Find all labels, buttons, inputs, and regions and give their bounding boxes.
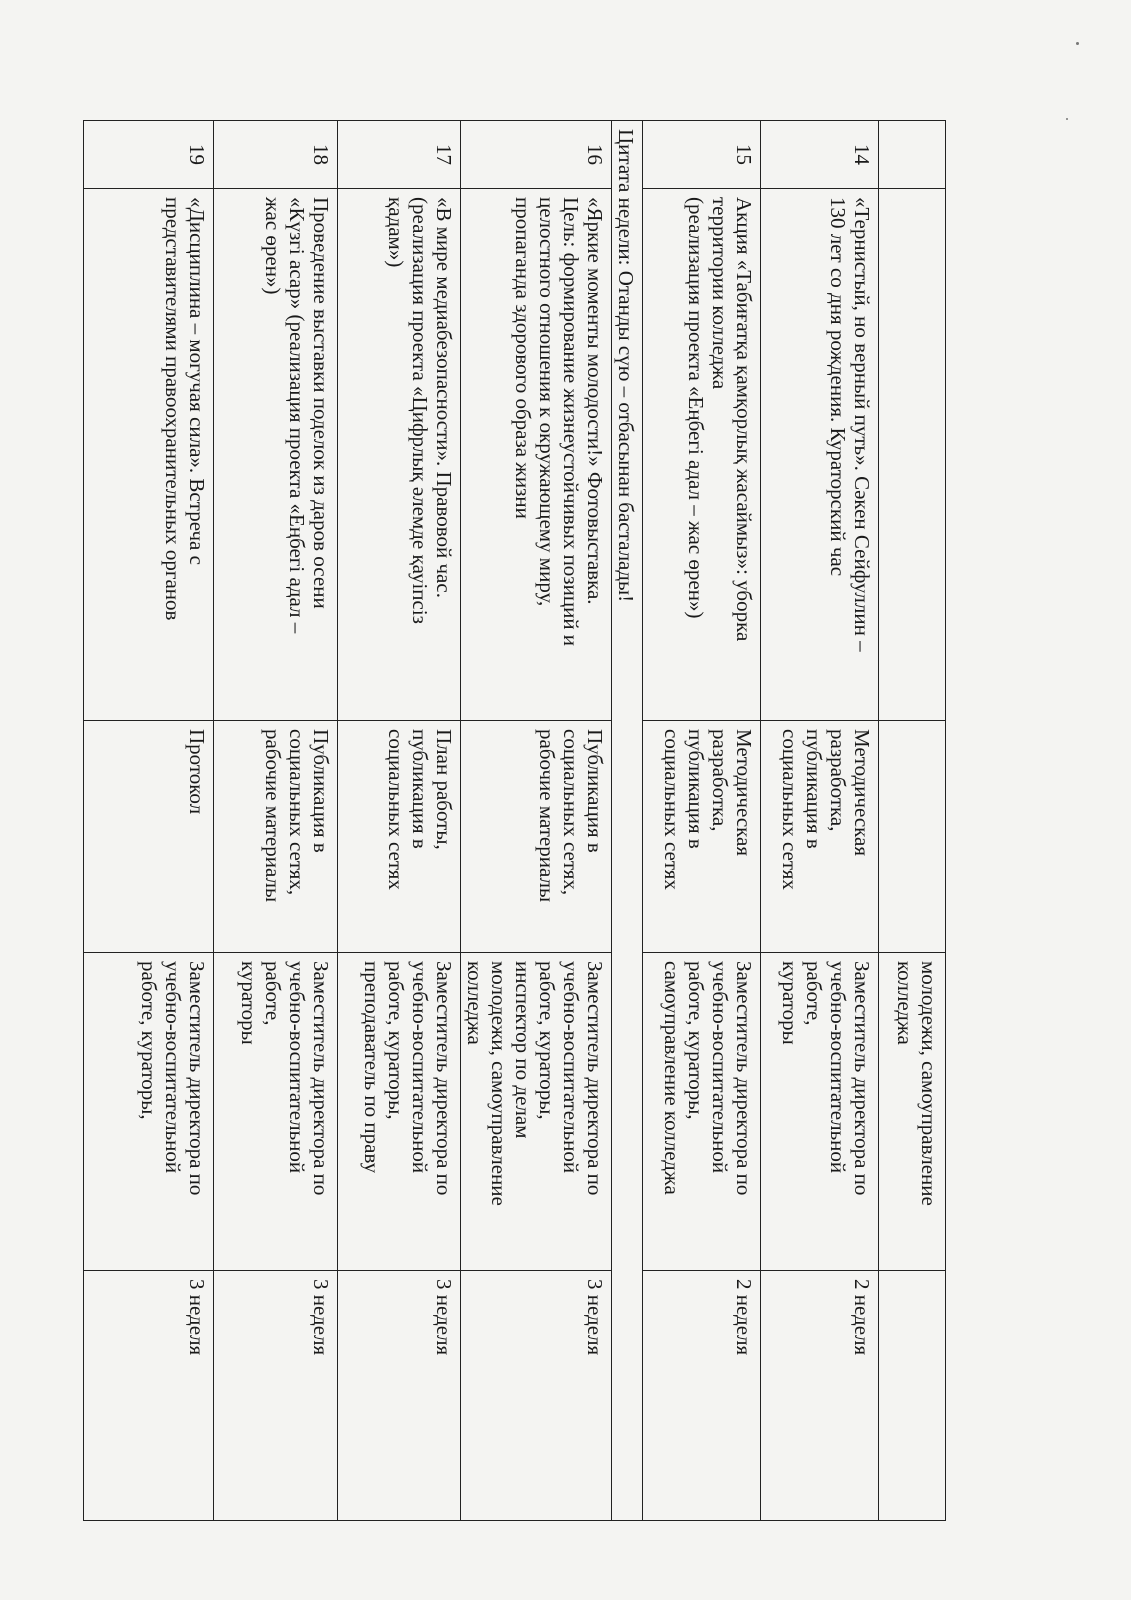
cell-date: 3 неделя: [338, 1271, 461, 1521]
scan-speck: [1076, 42, 1079, 45]
table-row-continuation: [879, 121, 946, 1521]
cell-form: [879, 721, 946, 953]
cell-responsible: Заместитель директора по учебно-воспитательной работе, кураторы, преподаватель по праву: [338, 953, 461, 1271]
cell-num: 19: [84, 121, 214, 189]
rotated-document-page: [90, 120, 946, 1520]
cell-num: 18: [214, 121, 338, 189]
cell-form: Методическая разработка, публикация в социальных сетях: [643, 721, 761, 953]
cell-responsible: Заместитель директора по учебно-воспитательной работе, кураторы,: [84, 953, 214, 1271]
cell-responsible: Заместитель директора по учебно-воспитательной работе, кураторы, самоуправление колледжа: [643, 953, 761, 1271]
cell-event: [879, 189, 946, 721]
cell-date: 3 неделя: [84, 1271, 214, 1521]
cell-form: План работы, публикация в социальных сетях: [338, 721, 461, 953]
table-row: [214, 121, 338, 1521]
cell-date: 3 неделя: [461, 1271, 612, 1521]
cell-event: «Дисциплина – могучая сила». Встреча с представителями правоохранительных органов: [84, 189, 214, 721]
cell-event: «Тернистый, но верный путь». Сәкен Сейфуллин – 130 лет со дня рождения. Кураторский час: [761, 189, 879, 721]
table-row: [643, 121, 761, 1521]
cell-num: 17: [338, 121, 461, 189]
cell-responsible: Заместитель директора по учебно-воспитательной работе, кураторы, инспектор по делам молодежи, самоуправление колледжа: [461, 953, 612, 1271]
cell-date: [879, 1271, 946, 1521]
cell-responsible: Заместитель директора по учебно-воспитательной работе, кураторы: [761, 953, 879, 1271]
cell-num: 16: [461, 121, 612, 189]
cell-event: Акция «Табиғатқа қамқорлық жасаймыз»: уборка территории колледжа (реализация проекта «Еңбегі адал – жас өрен»): [643, 189, 761, 721]
cell-num: 14: [761, 121, 879, 189]
cell-form: Методическая разработка, публикация в социальных сетях: [761, 721, 879, 953]
table-row: [84, 121, 214, 1521]
cell-date: 3 неделя: [214, 1271, 338, 1521]
table-row: [761, 121, 879, 1521]
cell-num: [879, 121, 946, 189]
cell-date: 2 неделя: [643, 1271, 761, 1521]
cell-responsible: молодежи, самоуправление колледжа: [879, 953, 946, 1271]
cell-responsible: Заместитель директора по учебно-воспитательной работе, кураторы: [214, 953, 338, 1271]
cell-event: Проведение выставки поделок из даров осени «Күзгі асар» (реализация проекта «Еңбегі адал – жас өрен»): [214, 189, 338, 721]
table-row: [461, 121, 612, 1521]
events-table: [83, 120, 946, 1521]
cell-event: «В мире медиабезопасности». Правовой час. (реализация проекта «Цифрлық әлемде қауіпсіз қадам»): [338, 189, 461, 721]
table-row-quote: [612, 121, 643, 1521]
quote-of-week: Цитата недели: Отанды сүю – отбасынан басталады!: [612, 121, 643, 1521]
cell-form: Протокол: [84, 721, 214, 953]
table-row: [338, 121, 461, 1521]
cell-num: 15: [643, 121, 761, 189]
cell-form: Публикация в социальных сетях, рабочие материалы: [461, 721, 612, 953]
cell-date: 2 неделя: [761, 1271, 879, 1521]
cell-form: Публикация в социальных сетях, рабочие материалы: [214, 721, 338, 953]
scan-speck: [1066, 118, 1068, 120]
cell-event: «Яркие моменты молодости!» Фотовыставка. Цель: формирование жизнеустойчивых позиций и целостного отношения к окружающему миру, пропаганда здорового образа жизни: [461, 189, 612, 721]
